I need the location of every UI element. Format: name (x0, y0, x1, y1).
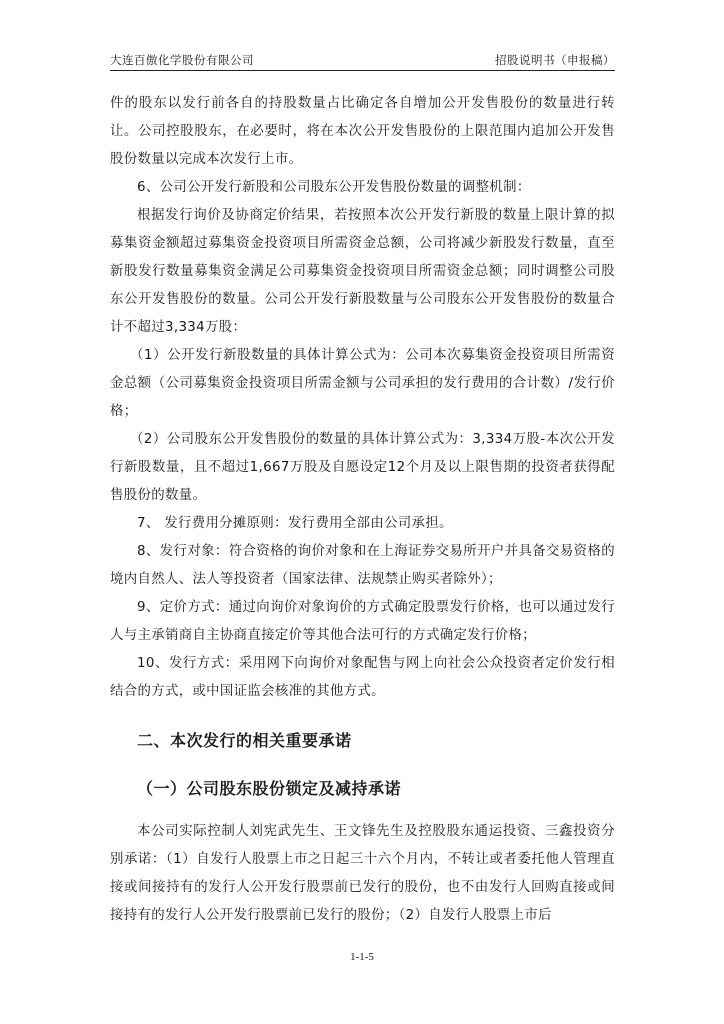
paragraph-item-10: 10、发行方式：采用网下向询价对象配售与网上向社会公众投资者定价发行相结合的方式，或中国证监会核准的其他方式。 (110, 656, 615, 699)
document-title: 招股说明书（申报稿） (495, 53, 615, 67)
page-header (110, 50, 615, 71)
paragraph-item-9: 9、定价方式：通过向询价对象询价的方式确定股票发行价格，也可以通过发行人与主承销商自主协商直接定价等其他合法可行的方式确定发行价格； (110, 600, 615, 643)
page-body (110, 90, 615, 930)
section-heading: 二、本次发行的相关重要承诺 (137, 731, 352, 750)
paragraph-formula-2: （2）公司股东公开发售股份的数量的具体计算公式为：3,334万股-本次公开发行新股数量，且不超过1,667万股及自愿设定12个月及以上限售期的投资者获得配售股份的数量。 (110, 432, 615, 503)
paragraph-item-7: 7、 发行费用分摊原则：发行费用全部由公司承担。 (137, 516, 453, 531)
subsection-heading: （一）公司股东股份锁定及减持承诺 (137, 779, 402, 798)
page-footer (0, 951, 724, 963)
paragraph-continuation: 件的股东以发行前各自的持股数量占比确定各自增加公开发售股份的数量进行转让。公司控股股东，在必要时，将在本次公开发售股份的上限范围内追加公开发售股份数量以完成本次发行上市。 (110, 96, 615, 167)
company-name: 大连百傲化学股份有限公司 (110, 53, 254, 67)
page-number: 1-1-5 (350, 951, 374, 963)
paragraph-commitment: 本公司实际控制人刘宪武先生、王文锋先生及控股股东通运投资、三鑫投资分别承诺：（1）自发行人股票上市之日起三十六个月内，不转让或者委托他人管理直接或间接持有的发行人公开发行股票前已发行的股份，也不由发行人回购直接或间接持有的发行人公开发行股票前已发行的股份；（2）自发行人股票上市后 (110, 824, 615, 923)
paragraph-adjustment-mechanism: 根据发行询价及协商定价结果，若按照本次公开发行新股的数量上限计算的拟募集资金额超过募集资金投资项目所需资金总额，公司将减少新股发行数量，直至新股发行数量募集资金满足公司募集资金投资项目所需资金总额；同时调整公司股东公开发售股份的数量。公司公开发行新股数量与公司股东公开发售股份的数量合计不超过3,334万股： (110, 208, 615, 335)
paragraph-item-6: 6、公司公开发行新股和公司股东公开发售股份数量的调整机制： (137, 180, 531, 195)
paragraph-formula-1: （1）公开发行新股数量的具体计算公式为：公司本次募集资金投资项目所需资金总额（公司募集资金投资项目所需金额与公司承担的发行费用的合计数）/发行价格； (110, 348, 615, 419)
paragraph-item-8: 8、发行对象：符合资格的询价对象和在上海证券交易所开户并具备交易资格的境内自然人、法人等投资者（国家法律、法规禁止购买者除外）； (110, 544, 615, 587)
